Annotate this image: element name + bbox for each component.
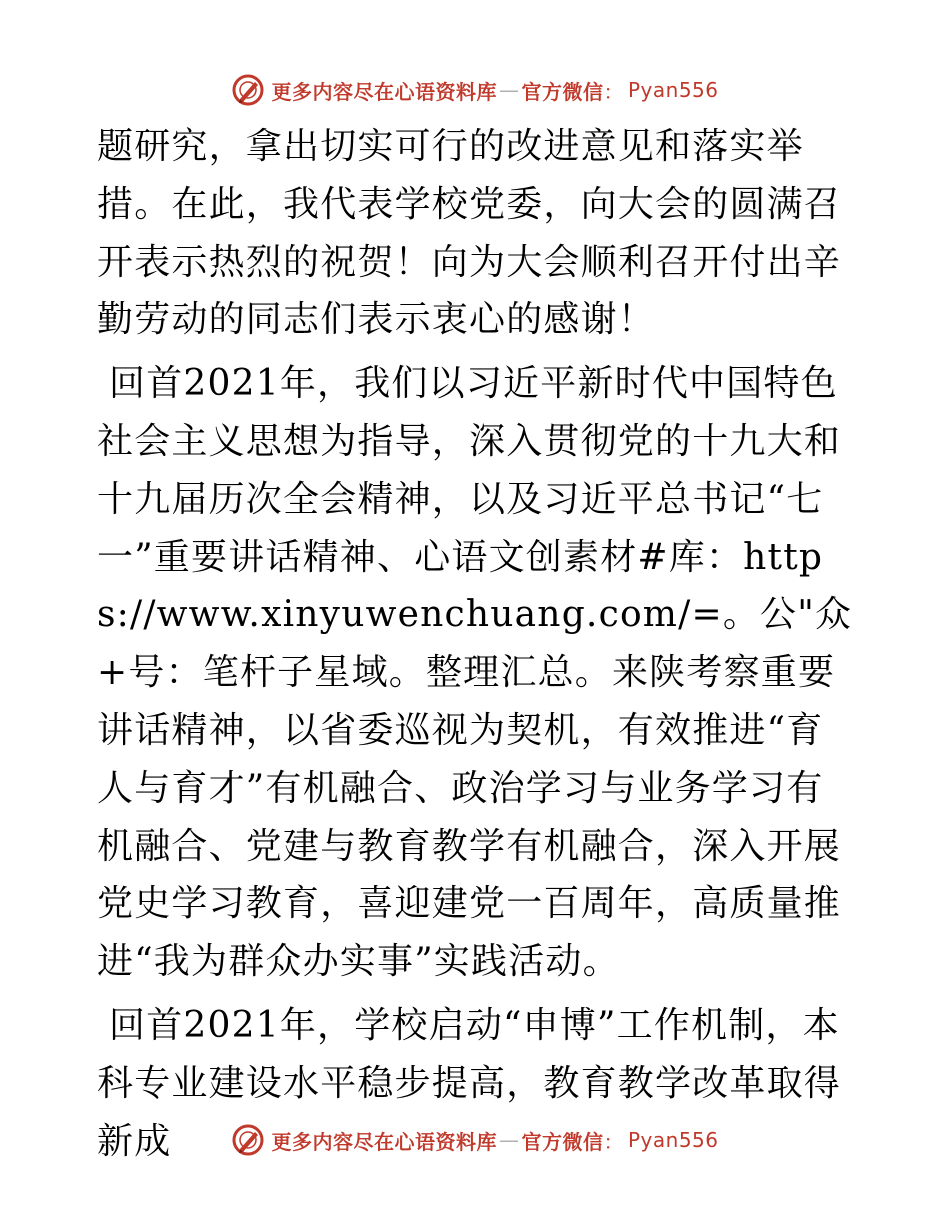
header-colon: ： (603, 79, 624, 104)
paragraph-3: 回首2021年，学校启动“申博”工作机制，本科专业建设水平稳步提高，教育教学改革取得新成 (97, 1004, 842, 1162)
header-banner (0, 70, 950, 110)
pen-seal-logo-icon (231, 1123, 265, 1157)
footer-colon: ： (603, 1129, 624, 1154)
paragraph-2: 回首2021年，我们以习近平新时代中国特色社会主义思想为指导，深入贯彻党的十九大和十九届历次全会精神，以及习近平总书记“七一”重要讲话精神、心语文创素材#库：https://www.xinyuwenchuang.com/=。公"众+号：笔杆子星域。整理汇总。来陕考察重要讲话精神，以省委巡视为契机，有效推进“育人与育才”有机融合、政治学习与业务学习有机融合、党建与教育教学有机融合，深入开展党史学习教育，喜迎建党一百周年，高质量推进“我为群众办实事”实践活动。 (97, 363, 853, 983)
footer-site-text: 更多内容尽在心语资料库 (271, 1129, 497, 1154)
header-wechat-label: 官方微信 (521, 79, 604, 104)
footer-separator: — (498, 1128, 520, 1152)
footer-wechat-label: 官方微信 (521, 1129, 604, 1154)
pen-seal-logo-icon (231, 73, 265, 107)
header-separator: — (498, 78, 520, 102)
footer-banner (0, 1120, 950, 1160)
paragraph-1: 题研究，拿出切实可行的改进意见和落实举措。在此，我代表学校党委，向大会的圆满召开表示热烈的祝贺！向为大会顺利召开付出辛勤劳动的同志们表示衷心的感谢！ (97, 126, 842, 341)
header-site-text: 更多内容尽在心语资料库 (271, 79, 497, 104)
header-wechat-id: Pyan556 (627, 78, 719, 102)
footer-wechat-id: Pyan556 (627, 1128, 719, 1152)
document-body (97, 118, 857, 1176)
